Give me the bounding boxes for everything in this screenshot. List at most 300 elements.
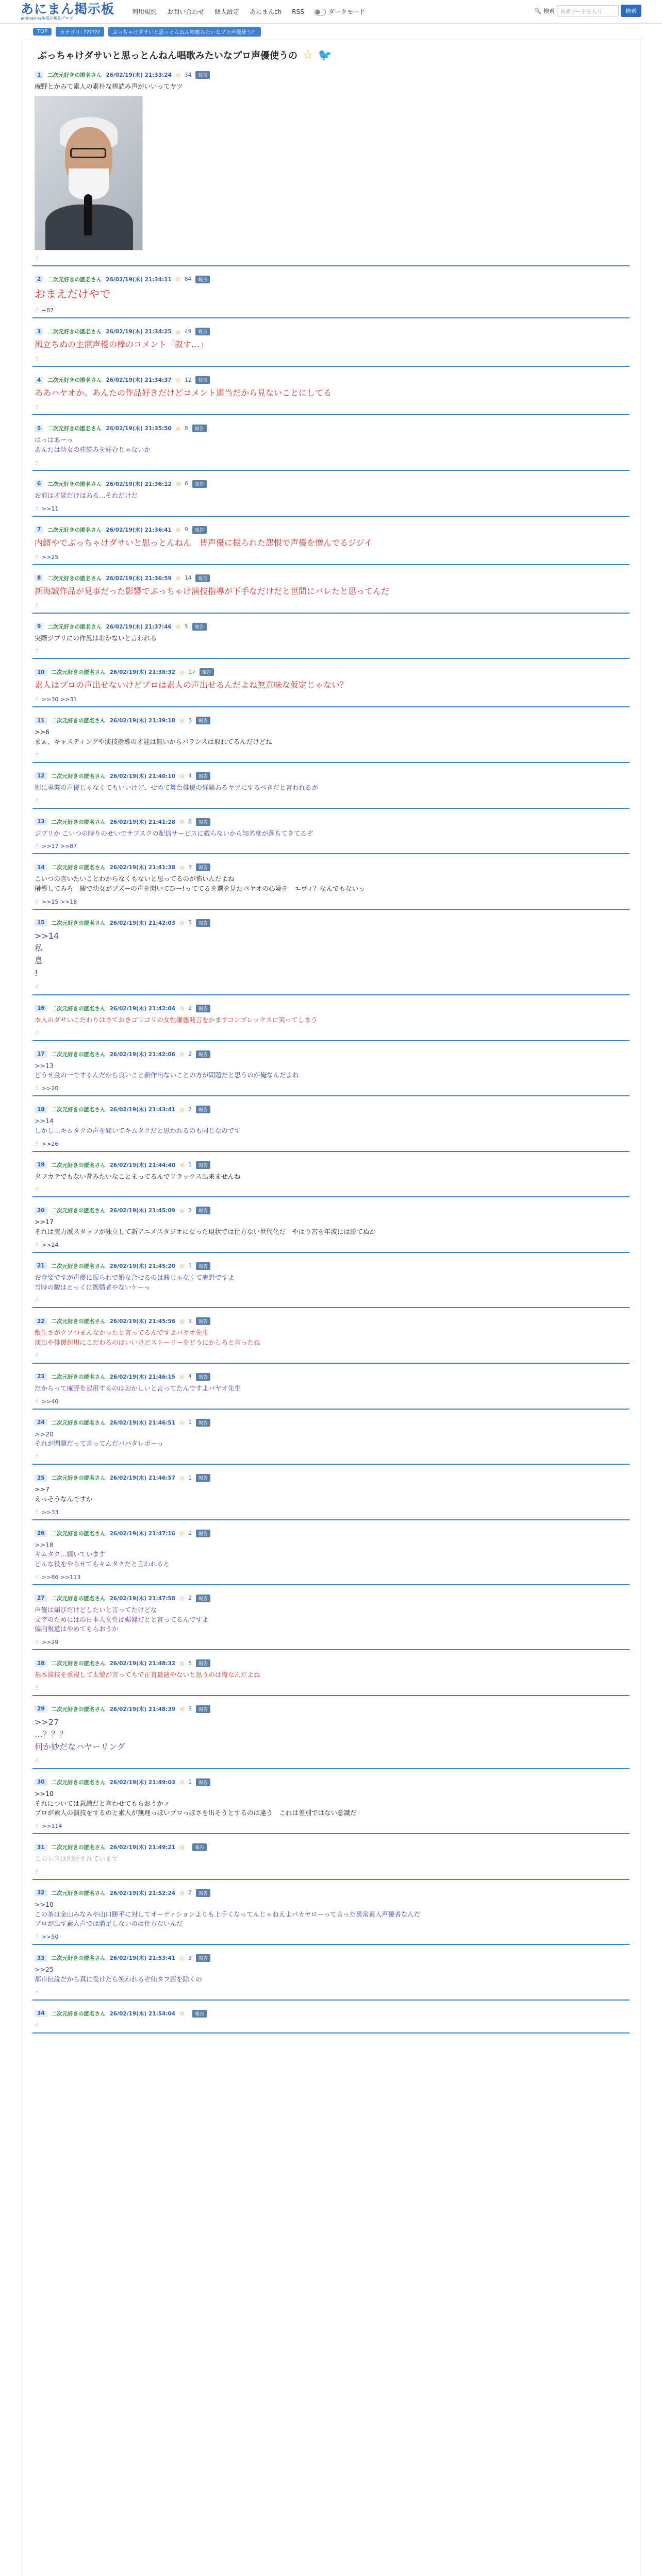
post-number[interactable]: 19 — [35, 1161, 47, 1168]
toggle-icon — [315, 9, 326, 15]
view-count: 2 — [188, 1106, 192, 1113]
reply-hand-icon[interactable]: ☝ — [35, 307, 39, 315]
view-icon: ◎ — [179, 1779, 185, 1786]
report-button[interactable]: 報告 — [200, 668, 214, 676]
reply-hand-icon[interactable]: ☝ — [35, 1397, 39, 1405]
reply-hand-icon[interactable]: ☝ — [35, 504, 39, 513]
reply-links[interactable]: +87 — [41, 307, 54, 314]
report-button[interactable]: 報告 — [195, 376, 210, 384]
post-number[interactable]: 12 — [35, 772, 47, 779]
post-meta — [35, 376, 627, 384]
poster-name: 二次元好きの匿名さん — [47, 72, 102, 78]
poster-name: 二次元好きの匿名さん — [51, 718, 106, 724]
view-icon: ◎ — [179, 1374, 185, 1380]
post-body: おまえだけやで — [35, 287, 110, 300]
post-footer — [35, 842, 627, 850]
report-button[interactable]: 報告 — [196, 772, 210, 780]
post-number[interactable]: 23 — [35, 1373, 47, 1380]
post-body: 本人のダサいこだわりはさておきゴリゴリの女性嫌悪発言をかますコンプレックスに笑ってしまう — [35, 1015, 318, 1024]
post-date: 26/02/19(木) 21:46:57 — [109, 1475, 176, 1481]
post-meta — [35, 1705, 627, 1713]
post-meta — [35, 425, 627, 432]
post-body: 素人はプロの声出せないけどプロは素人の声出せるんだよね無意味な仮定じゃない？ — [35, 680, 349, 690]
view-count: 17 — [188, 669, 195, 675]
view-icon: ◎ — [179, 1955, 185, 1961]
reply-hand-icon[interactable]: ☝ — [35, 1638, 39, 1646]
reply-hand-icon[interactable]: ☝ — [35, 1140, 39, 1148]
report-button[interactable]: 報告 — [196, 1373, 210, 1381]
post-body: ああハヤオか。あんたの作品好きだけどコメント適当だから見ないことにしてる — [35, 388, 332, 398]
view-count: 2 — [188, 1005, 192, 1012]
reply-hand-icon[interactable]: ☝ — [35, 647, 39, 655]
dark-mode-toggle[interactable] — [315, 7, 366, 16]
nav-rss[interactable]: RSS — [292, 8, 304, 15]
post-number[interactable]: 6 — [35, 480, 43, 487]
post-number[interactable]: 32 — [35, 1889, 47, 1896]
post-8 — [32, 569, 630, 614]
report-button[interactable]: 報告 — [192, 1843, 207, 1851]
post-footer — [35, 1638, 627, 1646]
post-meta — [35, 1207, 627, 1214]
reply-hand-icon[interactable]: ☝ — [35, 1573, 39, 1581]
post-19 — [32, 1156, 630, 1198]
view-count: 49 — [184, 328, 192, 335]
post-26 — [32, 1524, 630, 1585]
report-button[interactable]: 報告 — [196, 863, 210, 871]
post-1 — [32, 66, 630, 266]
view-icon: ◎ — [179, 1106, 185, 1113]
post-date: 26/02/19(木) 21:53:41 — [109, 1955, 176, 1961]
post-number[interactable]: 30 — [35, 1778, 47, 1786]
post-meta — [35, 1161, 627, 1169]
post-25 — [32, 1469, 630, 1520]
reply-hand-icon[interactable]: ☝ — [35, 842, 39, 851]
reply-hand-icon[interactable]: ☝ — [35, 796, 39, 805]
poster-name: 二次元好きの匿名さん — [51, 1263, 106, 1269]
view-icon: ◎ — [179, 1660, 185, 1667]
post-number[interactable]: 18 — [35, 1106, 47, 1113]
post-footer — [35, 1453, 627, 1461]
view-icon: ◎ — [175, 575, 180, 581]
post-date: 26/02/19(木) 21:46:15 — [109, 1374, 176, 1380]
post-footer — [35, 2022, 627, 2029]
breadcrumb — [0, 24, 662, 40]
view-icon: ◎ — [179, 773, 185, 779]
view-count: 9 — [184, 527, 188, 533]
view-count: 2 — [188, 1530, 192, 1536]
view-count: 2 — [188, 1207, 192, 1214]
report-button[interactable]: 報告 — [196, 1050, 210, 1058]
post-29 — [32, 1700, 630, 1769]
post-21 — [32, 1257, 630, 1309]
view-icon: ◎ — [179, 2010, 185, 2016]
poster-name: 二次元好きの匿名さん — [51, 773, 106, 779]
reply-hand-icon[interactable]: ☝ — [35, 459, 39, 467]
reply-hand-icon[interactable]: ☝ — [35, 355, 39, 363]
reply-hand-icon[interactable]: ☝ — [35, 1185, 39, 1194]
view-count: 3 — [188, 864, 192, 871]
view-count: 4 — [188, 1374, 192, 1380]
reply-hand-icon[interactable]: ☝ — [35, 1084, 39, 1092]
reply-hand-icon[interactable]: ☝ — [35, 983, 39, 991]
breadcrumb-category[interactable]: カテゴリ: ?????? — [56, 27, 104, 37]
post-body: 内緒やでぶっちゃけダサいと思っとんねん 皆声優に振られた怨恨で声優を憎んでるジジイ — [35, 537, 372, 548]
reply-hand-icon[interactable]: ☝ — [35, 1822, 39, 1830]
post-13 — [32, 813, 630, 855]
reply-links[interactable]: >>15 >>18 — [41, 898, 77, 905]
report-button[interactable]: 報告 — [192, 480, 207, 488]
view-icon: ◎ — [179, 1844, 185, 1851]
post-date: 26/02/19(木) 21:47:58 — [109, 1595, 176, 1602]
reply-hand-icon[interactable]: ☝ — [35, 1351, 39, 1360]
view-icon: ◎ — [179, 1005, 185, 1012]
report-button[interactable]: 報告 — [196, 1474, 210, 1482]
post-meta — [35, 818, 627, 826]
post-32 — [32, 1884, 630, 1945]
report-button[interactable]: 報告 — [195, 276, 210, 283]
post-date: 26/02/19(木) 21:40:10 — [109, 773, 176, 779]
post-number[interactable]: 22 — [35, 1318, 47, 1325]
post-list — [32, 66, 630, 2033]
reply-hand-icon[interactable]: ☝ — [35, 696, 39, 704]
post-meta — [35, 1595, 627, 1602]
poster-name: 二次元好きの匿名さん — [47, 276, 102, 283]
post-footer — [35, 1573, 627, 1581]
post-date: 26/02/19(木) 21:41:28 — [109, 819, 176, 825]
post-meta — [35, 668, 627, 676]
post-date: 26/02/19(木) 21:45:20 — [109, 1263, 176, 1269]
post-date: 26/02/19(木) 21:47:16 — [109, 1530, 176, 1537]
post-body: 風立ちぬの主演声優の棒のコメント「叙す…」 — [35, 340, 208, 350]
reply-links[interactable]: >>26 — [41, 1140, 59, 1147]
view-count: 1 — [188, 1263, 192, 1269]
post-number[interactable]: 16 — [35, 1005, 47, 1012]
reply-hand-icon[interactable]: ☝ — [35, 1508, 39, 1516]
photo-mic — [84, 194, 92, 235]
report-button[interactable]: 報告 — [196, 919, 210, 927]
search-button[interactable]: 検索 — [621, 5, 641, 17]
post-date: 26/02/19(木) 21:52:24 — [109, 1890, 176, 1896]
report-button[interactable]: 報告 — [196, 1659, 210, 1667]
favorite-star-icon[interactable]: ☆ — [303, 48, 313, 62]
twitter-share-icon[interactable]: 🐦 — [318, 48, 333, 62]
search-icon: 🔍 — [534, 7, 541, 14]
view-count: 1 — [188, 1162, 192, 1168]
view-icon: ◎ — [179, 864, 185, 871]
post-number[interactable]: 31 — [35, 1844, 47, 1851]
post-body: このレスは削除されています — [35, 1855, 119, 1862]
post-footer — [35, 797, 627, 805]
post-7 — [32, 521, 630, 565]
post-date: 26/02/19(木) 21:44:40 — [109, 1162, 176, 1168]
post-image[interactable] — [35, 96, 143, 250]
reply-hand-icon[interactable]: ☝ — [35, 254, 39, 262]
view-count: 3 — [188, 1318, 192, 1325]
post-footer — [35, 984, 627, 991]
poster-name: 二次元好きの匿名さん — [47, 575, 102, 582]
post-date: 26/02/19(木) 21:45:09 — [109, 1208, 176, 1214]
poster-name: 二次元好きの匿名さん — [51, 920, 106, 926]
post-footer — [35, 751, 627, 759]
search-input[interactable]: 検索ワードを入力 — [557, 5, 619, 16]
report-button[interactable]: 報告 — [195, 71, 210, 79]
post-body: タフカテでもない昔みたいなことまってるんでリラックス出来ませんね — [35, 1172, 241, 1180]
poster-name: 二次元好きの匿名さん — [51, 1419, 106, 1426]
reply-hand-icon[interactable]: ☝ — [35, 1933, 39, 1941]
reply-hand-icon[interactable]: ☝ — [35, 1757, 39, 1765]
thread-title: ぶっちゃけダサいと思っとんねん唱歌みたいなプロ声優使うの — [38, 50, 297, 61]
reply-links[interactable]: >>33 — [41, 1509, 59, 1516]
reply-hand-icon[interactable]: ☝ — [35, 2021, 39, 2029]
reply-links[interactable]: >>11 — [41, 505, 59, 512]
view-icon: ◎ — [179, 1051, 185, 1057]
poster-name: 二次元好きの匿名さん — [47, 481, 102, 487]
reply-hand-icon[interactable]: ☝ — [35, 751, 39, 759]
view-count: 1 — [188, 1475, 192, 1481]
report-button[interactable]: 報告 — [196, 717, 210, 724]
site-logo[interactable] — [21, 3, 114, 21]
post-date: 26/02/19(木) 21:42:06 — [109, 1051, 176, 1058]
report-button[interactable]: 報告 — [196, 1106, 210, 1113]
view-icon: ◎ — [179, 1162, 185, 1168]
post-33 — [32, 1949, 630, 2001]
view-icon: ◎ — [179, 717, 185, 724]
view-icon: ◎ — [179, 669, 185, 675]
reply-hand-icon[interactable]: ☝ — [35, 897, 39, 906]
poster-name: 二次元好きの匿名さん — [51, 1706, 106, 1713]
post-number[interactable]: 15 — [35, 919, 47, 926]
post-body: 庵野とかみて素人の素朴な棒読み声がいいってヤツ — [35, 82, 183, 90]
reply-hand-icon[interactable]: ☝ — [35, 1988, 39, 1996]
view-count: 5 — [184, 623, 188, 630]
reply-hand-icon[interactable]: ☝ — [35, 403, 39, 412]
report-button[interactable]: 報告 — [196, 1161, 210, 1169]
post-23 — [32, 1368, 630, 1410]
reply-links[interactable]: >>24 — [41, 1241, 59, 1248]
reply-links[interactable]: >>20 — [41, 1085, 59, 1092]
view-count: 34 — [184, 72, 192, 78]
view-icon: ◎ — [179, 1595, 185, 1602]
post-number[interactable]: 20 — [35, 1207, 47, 1214]
post-number[interactable]: 28 — [35, 1660, 47, 1667]
breadcrumb-top[interactable]: TOP — [33, 28, 52, 36]
poster-name: 二次元好きの匿名さん — [47, 329, 102, 335]
post-meta — [35, 1050, 627, 1058]
post-footer — [35, 1398, 627, 1405]
reply-links[interactable]: >>30 >>31 — [41, 696, 77, 703]
report-button[interactable]: 報告 — [196, 1419, 210, 1427]
view-count: 2 — [188, 1595, 192, 1602]
post-number[interactable]: 1 — [35, 72, 43, 79]
report-button[interactable]: 報告 — [196, 1207, 210, 1214]
post-body: >>6 まぁ、キャスティングや演技指導の才能は無いからバランスは取れてるんだけどね — [35, 728, 272, 745]
reply-links[interactable]: >>86 >>113 — [41, 1573, 81, 1581]
post-number[interactable]: 17 — [35, 1050, 47, 1058]
post-number[interactable]: 5 — [35, 425, 43, 432]
post-footer — [35, 505, 627, 513]
thread-title-row — [32, 40, 630, 66]
view-count: 5 — [188, 1660, 192, 1667]
post-footer — [35, 553, 627, 561]
reply-links[interactable]: >>50 — [41, 1934, 59, 1940]
view-count: 2 — [188, 1051, 192, 1057]
breadcrumb-thread[interactable]: ぶっちゃけダサいと思っとんねん唱歌みたいなプロ声優使う？ — [108, 27, 261, 37]
post-footer — [35, 403, 627, 411]
reply-hand-icon[interactable]: ☝ — [35, 1684, 39, 1692]
post-number[interactable]: 13 — [35, 818, 47, 825]
post-body: >>7 えっそうなんですか — [35, 1485, 93, 1503]
post-meta — [35, 1262, 627, 1270]
report-button[interactable]: 報告 — [196, 1530, 210, 1537]
post-meta — [35, 1373, 627, 1381]
post-body: ジブリか こいつの時りのせいでサブスクの配信サービスに載らないから知名度が落ちてきてるぞ — [35, 829, 313, 837]
post-meta — [35, 1778, 627, 1786]
post-12 — [32, 767, 630, 809]
post-footer — [35, 1140, 627, 1148]
post-number[interactable]: 14 — [35, 864, 47, 871]
report-button[interactable]: 報告 — [195, 328, 210, 335]
post-footer — [35, 1684, 627, 1692]
post-date: 26/02/19(木) 21:34:11 — [106, 276, 172, 283]
report-button[interactable]: 報告 — [196, 1705, 210, 1713]
post-body: だからって庵野を起用するのはおかしいと言ってたんですよバヤオ先生 — [35, 1384, 241, 1392]
post-17 — [32, 1045, 630, 1097]
reply-hand-icon[interactable]: ☝ — [35, 1241, 39, 1249]
top-nav — [132, 7, 365, 16]
post-date: 26/02/19(木) 21:39:18 — [109, 718, 176, 724]
view-icon: ◎ — [179, 1530, 185, 1536]
view-count: 1 — [188, 1779, 192, 1786]
post-body: 別に専業の声優じゃなくてもいいけど、せめて舞台俳優の経験あるヤツにするべきだと言われるが — [35, 783, 319, 791]
post-date: 26/02/19(木) 21:46:51 — [109, 1419, 176, 1426]
post-date: 26/02/19(木) 21:48:39 — [109, 1706, 176, 1713]
nav-settings[interactable]: 個人設定 — [214, 8, 240, 15]
post-number[interactable]: 26 — [35, 1530, 47, 1537]
post-body: お前は才能だけはある…それだけだ — [35, 491, 138, 499]
reply-links[interactable]: >>114 — [41, 1823, 62, 1829]
post-number[interactable]: 8 — [35, 574, 43, 582]
post-2 — [32, 270, 630, 319]
post-meta — [35, 1954, 627, 1962]
search-label: 検索 — [543, 8, 555, 14]
nav-terms[interactable]: 利用規約 — [132, 8, 157, 15]
logo-subtext: animan-talk掲示板&ブログ — [21, 16, 73, 21]
nav-animanch[interactable]: あにまんch — [250, 8, 282, 15]
reply-hand-icon[interactable]: ☝ — [35, 553, 39, 561]
post-body: >>14 私 息 ! — [35, 930, 59, 978]
post-body: お金要ですが声優に振られで婚な合せるのは駿じゃなくて庵野ですよ 当時の駿はとっくに既婚者やないケーっ — [35, 1273, 235, 1291]
post-number[interactable]: 29 — [35, 1705, 47, 1713]
post-date: 26/02/19(木) 21:36:41 — [106, 527, 172, 533]
post-meta — [35, 1005, 627, 1012]
post-31 — [32, 1838, 630, 1880]
post-date: 26/02/19(木) 21:36:12 — [106, 481, 172, 487]
view-count: 3 — [188, 1706, 192, 1713]
post-5 — [32, 419, 630, 471]
report-button[interactable]: 報告 — [192, 425, 207, 432]
report-button[interactable]: 報告 — [196, 1954, 210, 1962]
view-icon: ◎ — [179, 1318, 185, 1325]
report-button[interactable]: 報告 — [192, 526, 207, 534]
view-icon: ◎ — [175, 328, 180, 335]
post-body: こいつの言いたいことわからなくもないと思ってるのが怖いんだよね 榊導してみろ 駿で幼女がブズーの声を聞いてひー!っててるを選を見たパヤオの心境を エヴィ？なんでもないっ — [35, 875, 365, 892]
poster-name: 二次元好きの匿名さん — [47, 623, 102, 630]
post-number[interactable]: 7 — [35, 526, 43, 533]
reply-hand-icon[interactable]: ☝ — [35, 1029, 39, 1037]
post-20 — [32, 1201, 630, 1253]
post-footer — [35, 1933, 627, 1941]
post-4 — [32, 371, 630, 415]
post-footer — [35, 1822, 627, 1830]
view-icon: ◎ — [175, 377, 180, 383]
report-button[interactable]: 報告 — [192, 623, 207, 631]
post-number[interactable]: 10 — [35, 669, 47, 676]
post-body: >>27 …？？？ 何か妙だなハヤーリング — [35, 1717, 125, 1752]
view-count: 6 — [184, 481, 188, 487]
post-date: 26/02/19(木) 21:54:04 — [109, 2010, 176, 2017]
reply-links[interactable]: >>40 — [41, 1398, 59, 1405]
report-button[interactable]: 報告 — [196, 1005, 210, 1012]
post-number[interactable]: 33 — [35, 1955, 47, 1962]
reply-hand-icon[interactable]: ☝ — [35, 1296, 39, 1304]
report-button[interactable]: 報告 — [192, 2010, 207, 2018]
post-6 — [32, 475, 630, 517]
view-count: 3 — [188, 717, 192, 724]
post-number[interactable]: 24 — [35, 1419, 47, 1426]
report-button[interactable]: 報告 — [196, 1778, 210, 1786]
reply-links[interactable]: >>25 — [41, 553, 59, 561]
post-meta — [35, 71, 627, 79]
report-button[interactable]: 報告 — [196, 1889, 210, 1897]
post-number[interactable]: 9 — [35, 623, 43, 630]
post-date: 26/02/19(木) 21:45:56 — [109, 1318, 176, 1325]
reply-links[interactable]: >>29 — [41, 1639, 59, 1646]
post-number[interactable]: 21 — [35, 1262, 47, 1269]
poster-name: 二次元好きの匿名さん — [51, 819, 106, 825]
report-button[interactable]: 報告 — [196, 1317, 210, 1325]
post-body: >>20 それが問題だって言ってんだバパタレボーっ — [35, 1430, 163, 1448]
view-icon: ◎ — [175, 425, 180, 432]
post-number[interactable]: 27 — [35, 1595, 47, 1602]
post-number[interactable]: 4 — [35, 377, 43, 384]
reply-hand-icon[interactable]: ☝ — [35, 601, 39, 609]
reply-hand-icon[interactable]: ☝ — [35, 1868, 39, 1876]
nav-contact[interactable]: お問い合わせ — [167, 8, 205, 15]
post-number[interactable]: 2 — [35, 276, 43, 283]
reply-hand-icon[interactable]: ☝ — [35, 1453, 39, 1461]
post-meta — [35, 480, 627, 488]
post-meta — [35, 2010, 627, 2018]
post-number[interactable]: 11 — [35, 717, 47, 724]
post-date: 26/02/19(木) 21:49:03 — [109, 1779, 176, 1786]
post-footer — [35, 1509, 627, 1516]
post-footer — [35, 1029, 627, 1037]
post-24 — [32, 1414, 630, 1465]
post-number[interactable]: 34 — [35, 2010, 47, 2017]
post-date: 26/02/19(木) 21:36:59 — [106, 575, 172, 582]
post-meta — [35, 526, 627, 534]
reply-links[interactable]: >>17 >>87 — [41, 843, 77, 850]
post-16 — [32, 999, 630, 1041]
report-button[interactable]: 報告 — [195, 574, 210, 582]
report-button[interactable]: 報告 — [196, 818, 210, 826]
post-10 — [32, 663, 630, 707]
post-number[interactable]: 3 — [35, 328, 43, 335]
report-button[interactable]: 報告 — [196, 1595, 210, 1602]
post-meta — [35, 1659, 627, 1667]
report-button[interactable]: 報告 — [196, 1262, 210, 1270]
post-number[interactable]: 25 — [35, 1475, 47, 1482]
